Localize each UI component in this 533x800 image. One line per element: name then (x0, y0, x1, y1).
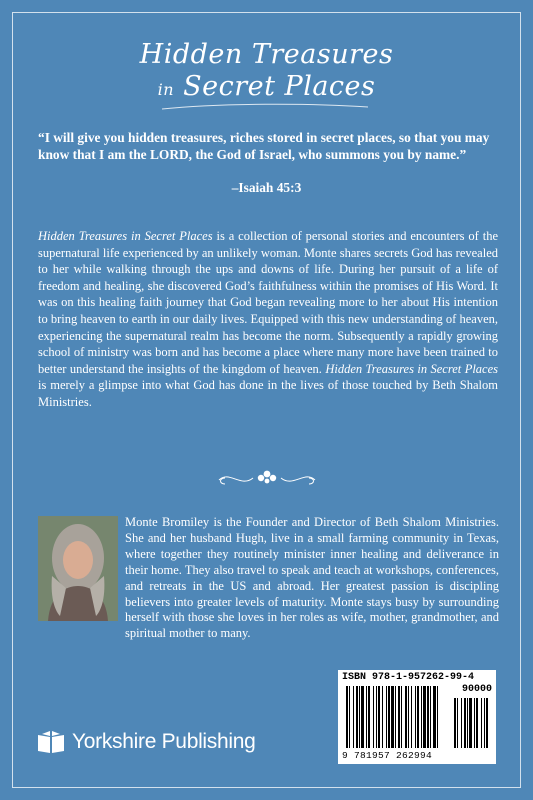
book-title-main: Secret Places (183, 71, 376, 102)
description-title: Hidden Treasures in Secret Places (38, 229, 213, 243)
barcode-number: 9 781957 262994 (342, 750, 433, 761)
book-description (38, 228, 498, 411)
isbn-barcode (338, 670, 496, 764)
description-body-2: is merely a glimpse into what God has done in the lives of those touched by Beth Shalom Ministries. (38, 378, 498, 409)
scripture-quote: “I will give you hidden treasures, riches stored in secret places, so that you may know that I am the LORD, the God of Israel, who summons you by name.” (38, 130, 490, 162)
publisher-logo (36, 727, 256, 757)
author-photo (38, 516, 118, 621)
description-body-1: is a collection of personal stories and encounters of the supernatural life experienced by an unlikely woman. Monte shares secrets God has revealed to her while walking through the ups and downs of life. During her pursuit of a life of freedom and healing, she discovered God’s faithfulness within the promises of His Word. It was on this healing faith journey that God began revealing more to her about His intention to bring heaven to earth in our daily lives. Equipped with this new understanding of heaven, experiencing the supernatural realm has become the norm. Subsequently a rapidly growing school of ministry was born and has become a place where many more have been trained to better understand the insights of the kingdom of heaven. (38, 229, 498, 376)
flourish-divider-icon (215, 466, 319, 490)
isbn-text: ISBN 978-1-957262-99-4 (342, 672, 475, 683)
description-title-2: Hidden Treasures in Secret Places (325, 361, 499, 376)
book-title-prefix: in (157, 80, 175, 99)
price-code: 90000 (461, 684, 492, 695)
publisher-name: Yorkshire Publishing (72, 730, 256, 753)
book-title-line-1: Hidden Treasures (139, 39, 394, 70)
author-bio: Monte Bromiley is the Founder and Director of Beth Shalom Ministries. She and her husband Hugh, live in a small farming community in Texas, where together they routinely minister inner healing and deliverance in their home. They also travel to speak and teach at workshops, conferences, and retreats in the US and abroad. Her greatest passion is discipling believers into greater levels of maturity. Monte stays busy by surrounding herself with those she loves in her roles as wife, mother, grandmother, and spiritual mother to many. (125, 515, 499, 641)
scripture-source: –Isaiah 45:3 (231, 180, 302, 195)
book-logo-icon (36, 729, 66, 755)
author-portrait-icon (38, 516, 118, 621)
title-swash-icon (160, 101, 370, 115)
